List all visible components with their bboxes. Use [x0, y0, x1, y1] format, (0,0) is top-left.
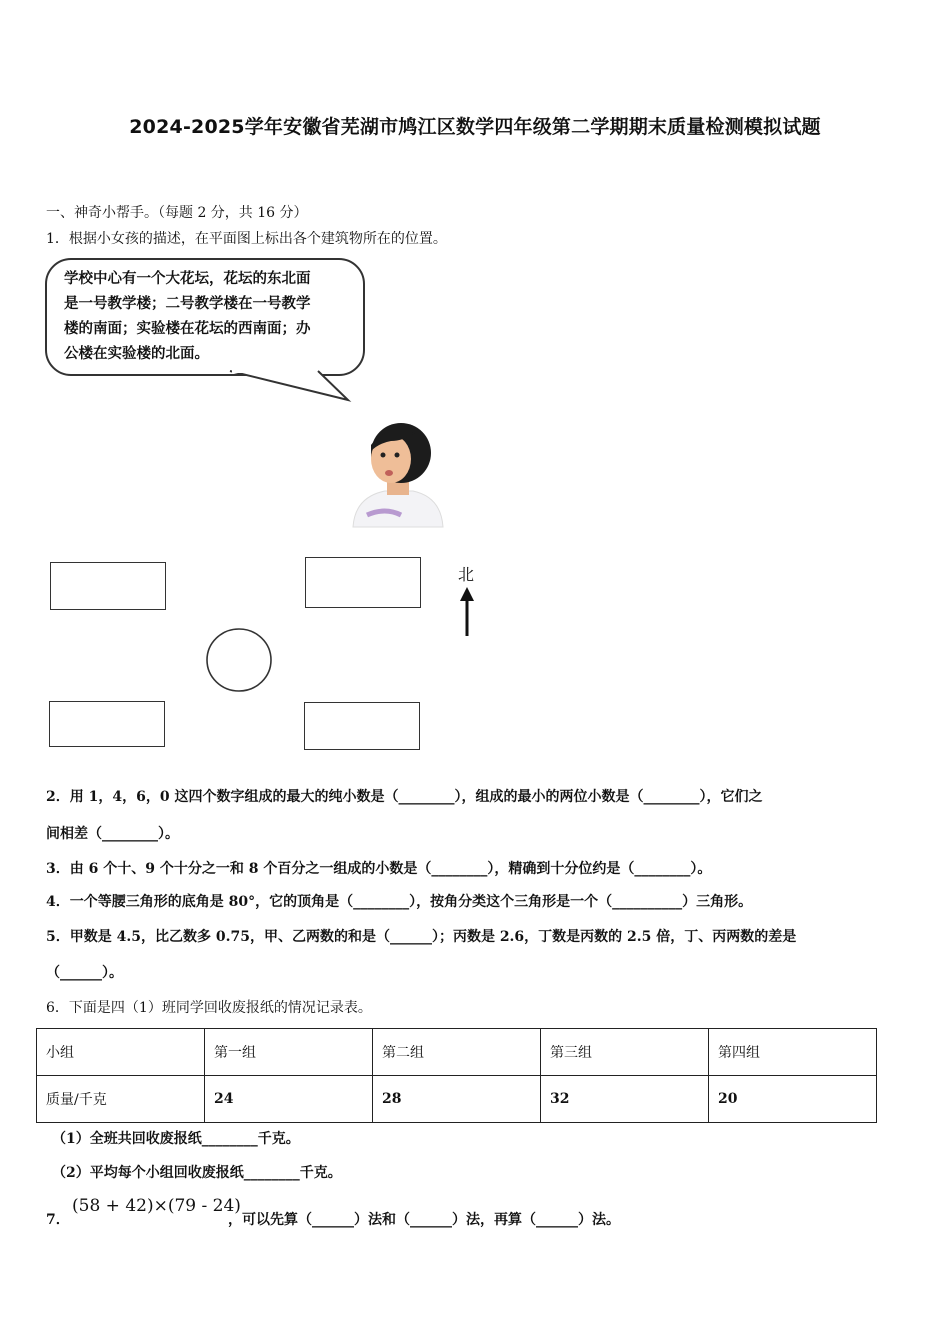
north-label: 北 — [458, 565, 475, 584]
table-cell: 24 — [205, 1076, 373, 1123]
table-cell: 32 — [541, 1076, 709, 1123]
question-4: 4．一个等腰三角形的底角是 80°，它的顶角是（________），按角分类这个三角形是一个（__________）三角形。 — [46, 894, 753, 910]
building-box-southeast — [304, 702, 420, 750]
question-3: 3．由 6 个十、9 个十分之一和 8 个百分之一组成的小数是（________），精确到十分位约是（________）。 — [46, 861, 712, 877]
question-7-expression: (58 + 42)×(79 - 24) — [72, 1196, 241, 1216]
building-box-northwest — [50, 562, 166, 610]
question-6-sub-1: （1）全班共回收废报纸________千克。 — [52, 1131, 300, 1147]
question-2-line-1: 2．用 1，4，6，0 这四个数字组成的最大的纯小数是（________），组成的最小的两位小数是（________），它们之 — [46, 789, 763, 805]
table-header-row — [37, 1029, 877, 1076]
page-title: 2024-2025学年安徽省芜湖市鸠江区数学四年级第二学期期末质量检测模拟试题 — [129, 116, 821, 138]
building-box-southwest — [49, 701, 165, 747]
section-heading: 一、神奇小帮手。（每题 2 分，共 16 分） — [46, 205, 308, 221]
question-6-sub-2: （2）平均每个小组回收废报纸________千克。 — [52, 1165, 342, 1181]
table-cell: 第二组 — [373, 1029, 541, 1076]
bubble-text — [64, 266, 349, 366]
table-cell: 第一组 — [205, 1029, 373, 1076]
question-6: 6．下面是四（1）班同学回收废报纸的情况记录表。 — [46, 1000, 372, 1016]
bubble-line: 学校中心有一个大花坛，花坛的东北面 — [64, 270, 311, 287]
question-2-line-2: 间相差（________）。 — [46, 826, 179, 842]
bubble-line: 是一号教学楼；二号教学楼在一号教学 — [64, 295, 311, 312]
girl-illustration — [345, 415, 450, 530]
flower-bed-circle — [204, 626, 274, 694]
table-row — [37, 1076, 877, 1123]
building-box-northeast — [305, 557, 421, 608]
bubble-line: 公楼在实验楼的北面。 — [64, 345, 209, 362]
question-5-line-2: （______）。 — [46, 965, 123, 981]
question-7-number: 7． — [46, 1212, 70, 1228]
paper-record-table — [36, 1028, 877, 1123]
table-cell: 20 — [709, 1076, 877, 1123]
question-5-line-1: 5．甲数是 4.5，比乙数多 0.75，甲、乙两数的和是（______）；丙数是 2.6，丁数是丙数的 2.5 倍，丁、丙两数的差是 — [46, 929, 797, 945]
question-1: 1．根据小女孩的描述，在平面图上标出各个建筑物所在的位置。 — [46, 231, 447, 247]
bubble-line: 楼的南面；实验楼在花坛的西南面；办 — [64, 320, 311, 337]
table-cell: 第四组 — [709, 1029, 877, 1076]
north-arrow-icon — [458, 586, 476, 638]
table-cell: 第三组 — [541, 1029, 709, 1076]
question-7-text: ，可以先算（______）法和（______）法，再算（______）法。 — [228, 1212, 620, 1228]
table-cell: 质量/千克 — [37, 1076, 205, 1123]
table-cell: 28 — [373, 1076, 541, 1123]
table-cell: 小组 — [37, 1029, 205, 1076]
speech-bubble-tail — [220, 360, 360, 408]
